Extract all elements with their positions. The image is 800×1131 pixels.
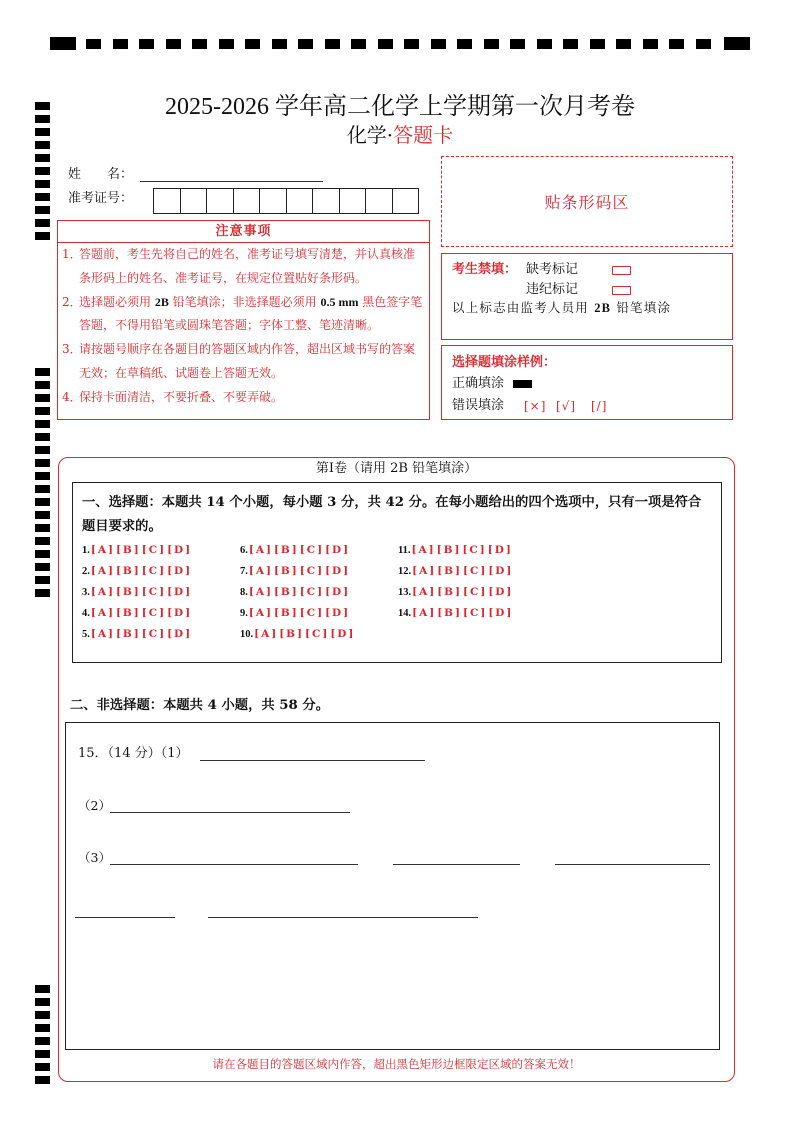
timing-mark-left [35, 1050, 50, 1058]
notice-item-number: 4． [62, 389, 82, 404]
option-b-bubble[interactable]: [B] [115, 565, 141, 577]
forbidden-note-text: 铅笔填涂 [611, 300, 672, 315]
timing-mark-left [35, 115, 50, 123]
timing-mark-left [35, 420, 50, 428]
option-a-bubble[interactable]: [A] [412, 607, 437, 619]
option-a-bubble[interactable]: [A] [90, 586, 115, 598]
q15-3-label: （3） [78, 850, 111, 865]
timing-mark-left [35, 232, 50, 240]
timing-mark-top [192, 39, 207, 49]
timing-mark-top [484, 39, 499, 49]
timing-mark-left [35, 589, 50, 597]
notice-item-number: 2． [62, 294, 82, 309]
notice-item-2 [58, 291, 429, 339]
timing-mark-left [35, 1076, 50, 1084]
option-d-bubble[interactable]: [D] [325, 544, 351, 556]
question-number: 8. [240, 587, 248, 598]
question-number: 4. [82, 608, 90, 619]
forbidden-note-emphasis: 2B [594, 301, 612, 315]
timing-mark-left [35, 1024, 50, 1032]
notice-item-1 [58, 243, 429, 291]
choice-question-12 [398, 562, 514, 580]
option-c-bubble[interactable]: [C] [141, 565, 167, 577]
option-c-bubble[interactable]: [C] [299, 607, 325, 619]
timing-mark-left [35, 511, 50, 519]
option-c-bubble[interactable]: [C] [305, 628, 330, 640]
option-c-bubble[interactable]: [C] [141, 628, 167, 640]
forbidden-note-text: 以上标志由监考人员用 [452, 300, 595, 315]
exam-id-digit-box[interactable] [234, 189, 261, 213]
violation-mark-box[interactable] [612, 286, 631, 295]
exam-id-digit-box[interactable] [366, 189, 393, 213]
option-d-bubble[interactable]: [D] [330, 628, 356, 640]
answer-area-warning: 请在各题目的答题区域内作答，超出黑色矩形边框限定区域的答案无效！ [212, 1057, 581, 1071]
timing-mark-top [431, 39, 446, 49]
notice-title: 注意事项 [58, 221, 429, 243]
q15-3-answer-line[interactable] [393, 864, 520, 865]
exam-id-digit-box[interactable] [181, 189, 208, 213]
notice-text: 答题，不得用铅笔或圆珠笔答题；字体工整、笔迹清晰。 [79, 318, 380, 333]
timing-mark-left [35, 446, 50, 454]
question-number: 12. [398, 566, 412, 577]
option-a-bubble[interactable]: [A] [248, 607, 273, 619]
option-b-bubble[interactable]: [B] [273, 586, 299, 598]
notice-emphasis: 2B [154, 294, 169, 309]
timing-mark-top [378, 39, 393, 49]
timing-mark-left [35, 1037, 50, 1045]
part1-title: 第Ⅰ卷（请用 2B 铅笔填涂） [315, 461, 478, 476]
timing-mark-top [696, 39, 711, 49]
choice-question-8 [240, 583, 351, 601]
exam-title: 2025-2026 学年高二化学上学期第一次月考卷 [165, 94, 635, 120]
timing-mark-left [35, 985, 50, 993]
timing-mark-left [35, 154, 50, 162]
notice-text: 请按题号顺序在各题目的答题区域内作答，超出区域书写的答案 [79, 342, 416, 357]
exam-id-digit-box[interactable] [340, 189, 367, 213]
choice-question-2 [82, 562, 193, 580]
choice-question-3 [82, 583, 193, 601]
option-b-bubble[interactable]: [B] [273, 607, 299, 619]
exam-id-digit-box[interactable] [393, 189, 419, 213]
exam-id-label: 准考证号： [68, 191, 134, 206]
timing-mark-top [590, 39, 605, 49]
option-c-bubble[interactable]: [C] [463, 586, 488, 598]
notice-line [79, 338, 429, 362]
choice-section-title: 一、选择题：本题共 14 个小题，每小题 3 分，共 42 分。在每小题给出的四个选项中，只有一项是符合 [82, 495, 702, 510]
question-15-box [65, 722, 720, 1050]
notice-line [79, 314, 429, 338]
timing-mark-left [35, 498, 50, 506]
notice-line [79, 267, 429, 291]
wrong-fill-slash: [/] [591, 399, 608, 413]
option-d-bubble[interactable]: [D] [325, 607, 351, 619]
timing-mark-top [563, 39, 578, 49]
wrong-fill-check: [√] [556, 399, 577, 413]
notice-item-3 [58, 338, 429, 386]
question-number: 9. [240, 608, 248, 619]
option-b-bubble[interactable]: [B] [115, 607, 141, 619]
option-d-bubble[interactable]: [D] [488, 607, 514, 619]
timing-mark-left [35, 485, 50, 493]
notice-line [79, 243, 429, 267]
question-number: 2. [82, 566, 90, 577]
choice-section-title-cont: 题目要求的。 [82, 519, 162, 534]
option-c-bubble[interactable]: [C] [141, 607, 167, 619]
timing-mark-top [86, 39, 101, 49]
timing-mark-top-left [50, 37, 76, 50]
option-c-bubble[interactable]: [C] [462, 544, 487, 556]
option-b-bubble[interactable]: [B] [273, 565, 299, 577]
barcode-area [441, 156, 733, 247]
option-a-bubble[interactable]: [A] [254, 628, 279, 640]
timing-mark-left [35, 407, 50, 415]
timing-mark-left [35, 472, 50, 480]
timing-mark-top [510, 39, 525, 49]
exam-id-digit-box[interactable] [287, 189, 314, 213]
option-a-bubble[interactable]: [A] [412, 565, 437, 577]
forbidden-title: 考生禁填： [452, 262, 518, 277]
option-d-bubble[interactable]: [D] [325, 586, 351, 598]
timing-mark-left [35, 433, 50, 441]
notice-text: 选择题必须用 [79, 294, 155, 309]
timing-mark-left [35, 368, 50, 376]
choice-question-1 [82, 541, 193, 559]
option-b-bubble[interactable]: [B] [437, 586, 463, 598]
notice-text: 保持卡面清洁，不要折叠、不要弄破。 [79, 389, 284, 404]
timing-mark-left [35, 1063, 50, 1071]
timing-mark-left [35, 537, 50, 545]
timing-mark-left [35, 1011, 50, 1019]
timing-mark-left [35, 128, 50, 136]
fill-sample-title: 选择题填涂样例： [452, 355, 557, 370]
timing-mark-left [35, 576, 50, 584]
option-d-bubble[interactable]: [D] [167, 565, 193, 577]
notice-text: 铅笔填涂；非选择题必须用 [168, 294, 321, 309]
option-d-bubble[interactable]: [D] [487, 544, 513, 556]
q15-answer-line[interactable] [75, 917, 175, 918]
q15-2-label: （2） [78, 798, 111, 813]
choice-question-4 [82, 604, 193, 622]
timing-mark-top [245, 39, 260, 49]
question-number: 5. [82, 629, 90, 640]
subtitle [0, 122, 800, 148]
timing-mark-top [351, 39, 366, 49]
subtitle-card: 答题卡 [393, 123, 454, 147]
nonchoice-section-title: 二、非选择题：本题共 4 小题，共 58 分。 [70, 698, 330, 713]
q15-answer-line[interactable] [208, 917, 478, 918]
name-field[interactable] [140, 181, 323, 182]
name-label: 姓 名： [68, 167, 134, 182]
notice-text: 无效；在草稿纸、试题卷上答题无效。 [79, 365, 284, 380]
exam-id-boxes [153, 188, 419, 214]
question-number: 3. [82, 587, 90, 598]
notice-emphasis: 0.5 mm [320, 294, 359, 309]
option-a-bubble[interactable]: [A] [248, 544, 273, 556]
notice-item-number: 3． [62, 342, 82, 357]
option-d-bubble[interactable]: [D] [167, 586, 193, 598]
timing-mark-left [35, 141, 50, 149]
choice-question-13 [398, 583, 514, 601]
option-d-bubble[interactable]: [D] [488, 565, 514, 577]
subtitle-subject: 化学· [346, 123, 394, 147]
exam-id-digit-box[interactable] [260, 189, 287, 213]
timing-mark-top [643, 39, 658, 49]
timing-mark-top [537, 39, 552, 49]
timing-mark-left [35, 563, 50, 571]
option-c-bubble[interactable]: [C] [299, 565, 325, 577]
q15-3-answer-line[interactable] [110, 864, 358, 865]
option-b-bubble[interactable]: [B] [279, 628, 305, 640]
timing-mark-left [35, 167, 50, 175]
option-d-bubble[interactable]: [D] [167, 607, 193, 619]
option-d-bubble[interactable]: [D] [167, 544, 193, 556]
notice-line [79, 362, 429, 386]
option-d-bubble[interactable]: [D] [325, 565, 351, 577]
question-number: 10. [240, 629, 254, 640]
option-a-bubble[interactable]: [A] [248, 565, 273, 577]
option-a-bubble[interactable]: [A] [248, 586, 273, 598]
correct-fill-label: 正确填涂 [452, 376, 505, 391]
wrong-fill-cross: [×] [524, 399, 547, 413]
q15-3-answer-line[interactable] [555, 864, 710, 865]
option-b-bubble[interactable]: [B] [115, 628, 141, 640]
violation-mark-label: 违纪标记 [526, 282, 579, 297]
timing-mark-top [616, 39, 631, 49]
option-a-bubble[interactable]: [A] [90, 544, 115, 556]
forbidden-note [452, 299, 671, 317]
candidate-forbidden-box [441, 253, 733, 340]
option-c-bubble[interactable]: [C] [299, 586, 325, 598]
timing-mark-left [35, 180, 50, 188]
timing-mark-left [35, 102, 50, 110]
notice-text: 答题前，考生先将自己的姓名，准考证号填写清楚，并认真核准 [79, 247, 416, 261]
timing-mark-left [35, 550, 50, 558]
notice-box [57, 220, 430, 420]
notice-item-4 [58, 386, 429, 410]
timing-mark-top [139, 39, 154, 49]
barcode-label: 贴条形码区 [544, 193, 630, 212]
option-c-bubble[interactable]: [C] [141, 544, 167, 556]
notice-list [58, 243, 429, 410]
option-d-bubble[interactable]: [D] [488, 586, 514, 598]
timing-mark-top-right [724, 37, 750, 50]
question-number: 13. [398, 587, 412, 598]
option-c-bubble[interactable]: [C] [463, 565, 488, 577]
timing-mark-top [298, 39, 313, 49]
timing-mark-left [35, 219, 50, 227]
question-number: 6. [240, 545, 248, 556]
wrong-fill-label: 错误填涂 [452, 398, 505, 413]
option-c-bubble[interactable]: [C] [463, 607, 488, 619]
option-a-bubble[interactable]: [A] [412, 586, 437, 598]
exam-id-digit-box[interactable] [207, 189, 234, 213]
option-b-bubble[interactable]: [B] [115, 544, 141, 556]
timing-mark-top [325, 39, 340, 49]
question-number: 14. [398, 608, 412, 619]
choice-question-7 [240, 562, 351, 580]
q15-2-answer-line[interactable] [110, 812, 350, 813]
timing-mark-left [35, 394, 50, 402]
option-b-bubble[interactable]: [B] [437, 565, 463, 577]
timing-mark-top [272, 39, 287, 49]
choice-question-9 [240, 604, 351, 622]
timing-mark-left [35, 381, 50, 389]
timing-mark-left [35, 524, 50, 532]
exam-id-digit-box[interactable] [313, 189, 340, 213]
question-number: 7. [240, 566, 248, 577]
option-a-bubble[interactable]: [A] [90, 628, 115, 640]
choice-question-10 [240, 625, 356, 643]
option-b-bubble[interactable]: [B] [273, 544, 299, 556]
option-b-bubble[interactable]: [B] [115, 586, 141, 598]
timing-mark-top [669, 39, 684, 49]
timing-mark-left [35, 998, 50, 1006]
option-d-bubble[interactable]: [D] [167, 628, 193, 640]
q15-1-answer-line[interactable] [200, 760, 425, 761]
question-15-label: 15．（14 分）（1） [78, 746, 189, 761]
notice-item-number: 1． [62, 247, 82, 261]
timing-mark-top [166, 39, 181, 49]
timing-mark-top [457, 39, 472, 49]
question-number: 11. [398, 545, 411, 556]
absent-mark-box[interactable] [612, 266, 631, 275]
choice-grid [82, 541, 702, 651]
choice-question-6 [240, 541, 351, 559]
notice-text: 条形码上的姓名、准考证号，在规定位置贴好条形码。 [79, 270, 368, 285]
choice-question-11 [398, 541, 514, 559]
option-b-bubble[interactable]: [B] [437, 607, 463, 619]
option-a-bubble[interactable]: [A] [90, 607, 115, 619]
option-b-bubble[interactable]: [B] [436, 544, 462, 556]
option-c-bubble[interactable]: [C] [141, 586, 167, 598]
exam-id-digit-box[interactable] [154, 189, 181, 213]
option-a-bubble[interactable]: [A] [411, 544, 436, 556]
timing-mark-left [35, 459, 50, 467]
timing-mark-top [113, 39, 128, 49]
notice-line [79, 386, 429, 410]
option-a-bubble[interactable]: [A] [90, 565, 115, 577]
option-c-bubble[interactable]: [C] [299, 544, 325, 556]
choice-question-5 [82, 625, 193, 643]
timing-mark-top [219, 39, 234, 49]
timing-mark-left [35, 206, 50, 214]
timing-mark-left [35, 193, 50, 201]
choice-question-14 [398, 604, 514, 622]
correct-fill-sample [513, 380, 532, 388]
question-number: 1. [82, 545, 90, 556]
notice-text: 黑色签字笔 [358, 294, 423, 309]
timing-mark-top [404, 39, 419, 49]
absent-mark-label: 缺考标记 [526, 262, 579, 277]
fill-sample-box [441, 345, 733, 420]
notice-line [79, 291, 429, 315]
